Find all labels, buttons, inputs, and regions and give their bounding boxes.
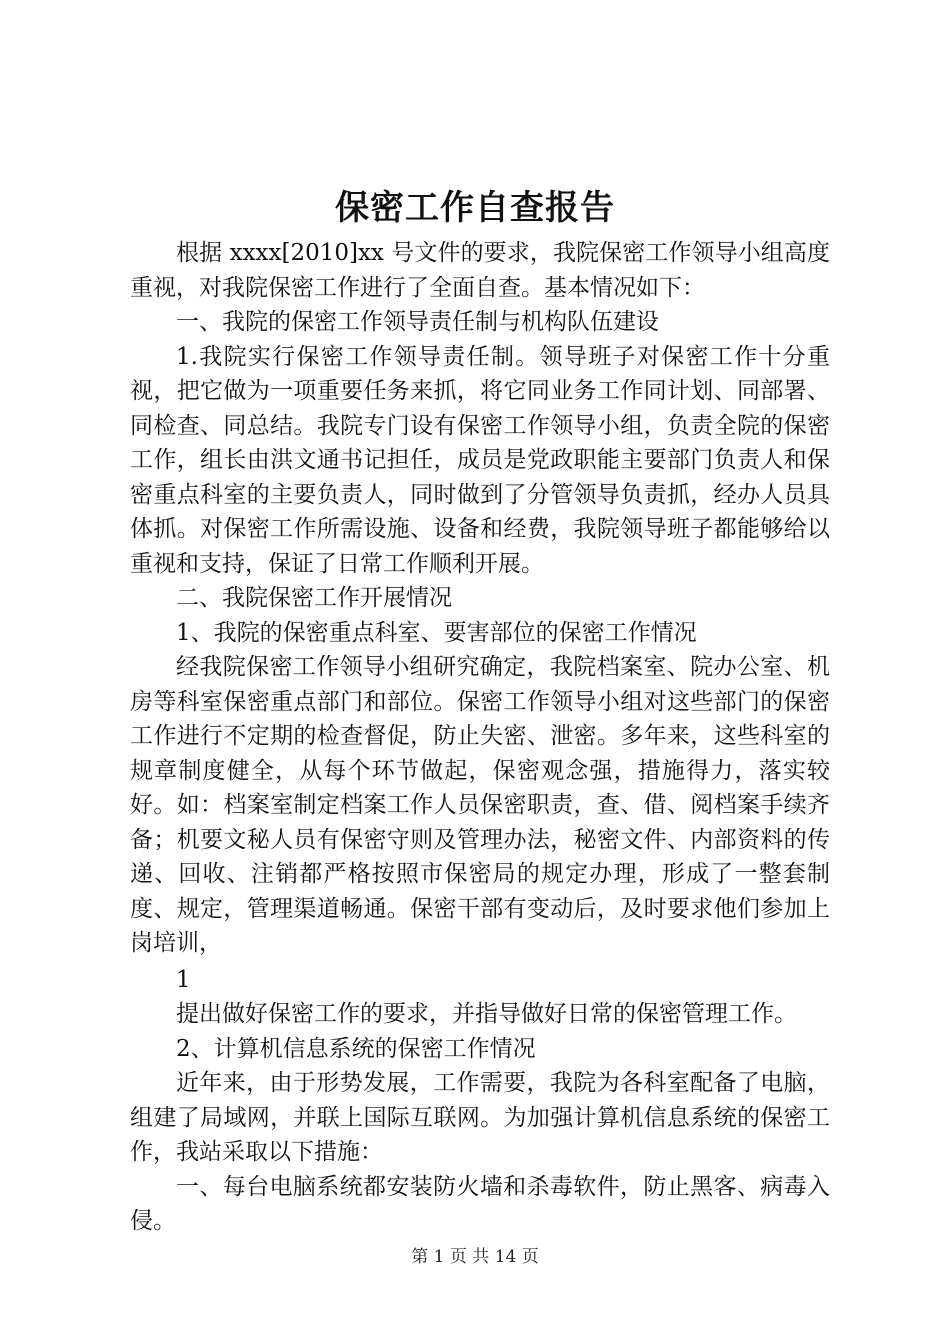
- section-heading-2: 二、我院保密工作开展情况: [176, 585, 452, 611]
- document-body: [130, 236, 830, 1239]
- paragraph-continuation: 提出做好保密工作的要求，并指导做好日常的保密管理工作。: [176, 1001, 797, 1027]
- subsection-heading-1: 1、我院的保密重点科室、要害部位的保密工作情况: [176, 619, 697, 646]
- paragraph-measure-1: 一、每台电脑系统都安装防火墙和杀毒软件，防止黑客、病毒入侵。: [130, 1173, 830, 1234]
- paragraph-computer-systems: 近年来，由于形势发展，工作需要，我院为各科室配备了电脑，组建了局域网，并联上国际互联网。为加强计算机信息系统的保密工作，我站采取以下措施：: [130, 1070, 830, 1165]
- page-footer: 第 1 页 共 14 页: [411, 1247, 539, 1267]
- paragraph-responsibility: 1.我院实行保密工作领导责任制。领导班子对保密工作十分重视，把它做为一项重要任务来抓，将它同业务工作同计划、同部署、同检查、同总结。我院专门设有保密工作领导小组，负责全院的保密工作，组长由洪文通书记担任，成员是党政职能主要部门负责人和保密重点科室的主要负责人，同时做到了分管领导负责抓，经办人员具体抓。对保密工作所需设施、设备和经费，我院领导班子都能够给以重视和支持，保证了日常工作顺利开展。: [130, 343, 830, 577]
- paragraph-intro: 根据 xxxx[2010]xx 号文件的要求，我院保密工作领导小组高度重视，对我院保密工作进行了全面自查。基本情况如下：: [130, 240, 830, 301]
- paragraph-key-departments: 经我院保密工作领导小组研究确定，我院档案室、院办公室、机房等科室保密重点部门和部位。保密工作领导小组对这些部门的保密工作进行不定期的检查督促，防止失密、泄密。多年来，这些科室的规章制度健全，从每个环节做起，保密观念强，措施得力，落实较好。如：档案室制定档案工作人员保密职责，查、借、阅档案手续齐备；机要文秘人员有保密守则及管理办法，秘密文件、内部资料的传递、回收、注销都严格按照市保密局的规定办理，形成了一整套制度、规定，管理渠道畅通。保密干部有变动后，及时要求他们参加上岗培训，: [130, 654, 830, 956]
- document-title: 保密工作自查报告: [335, 188, 615, 228]
- inline-page-marker: 1: [176, 966, 191, 993]
- section-heading-1: 一、我院的保密工作领导责任制与机构队伍建设: [176, 309, 659, 335]
- subsection-heading-2: 2、计算机信息系统的保密工作情况: [176, 1035, 536, 1062]
